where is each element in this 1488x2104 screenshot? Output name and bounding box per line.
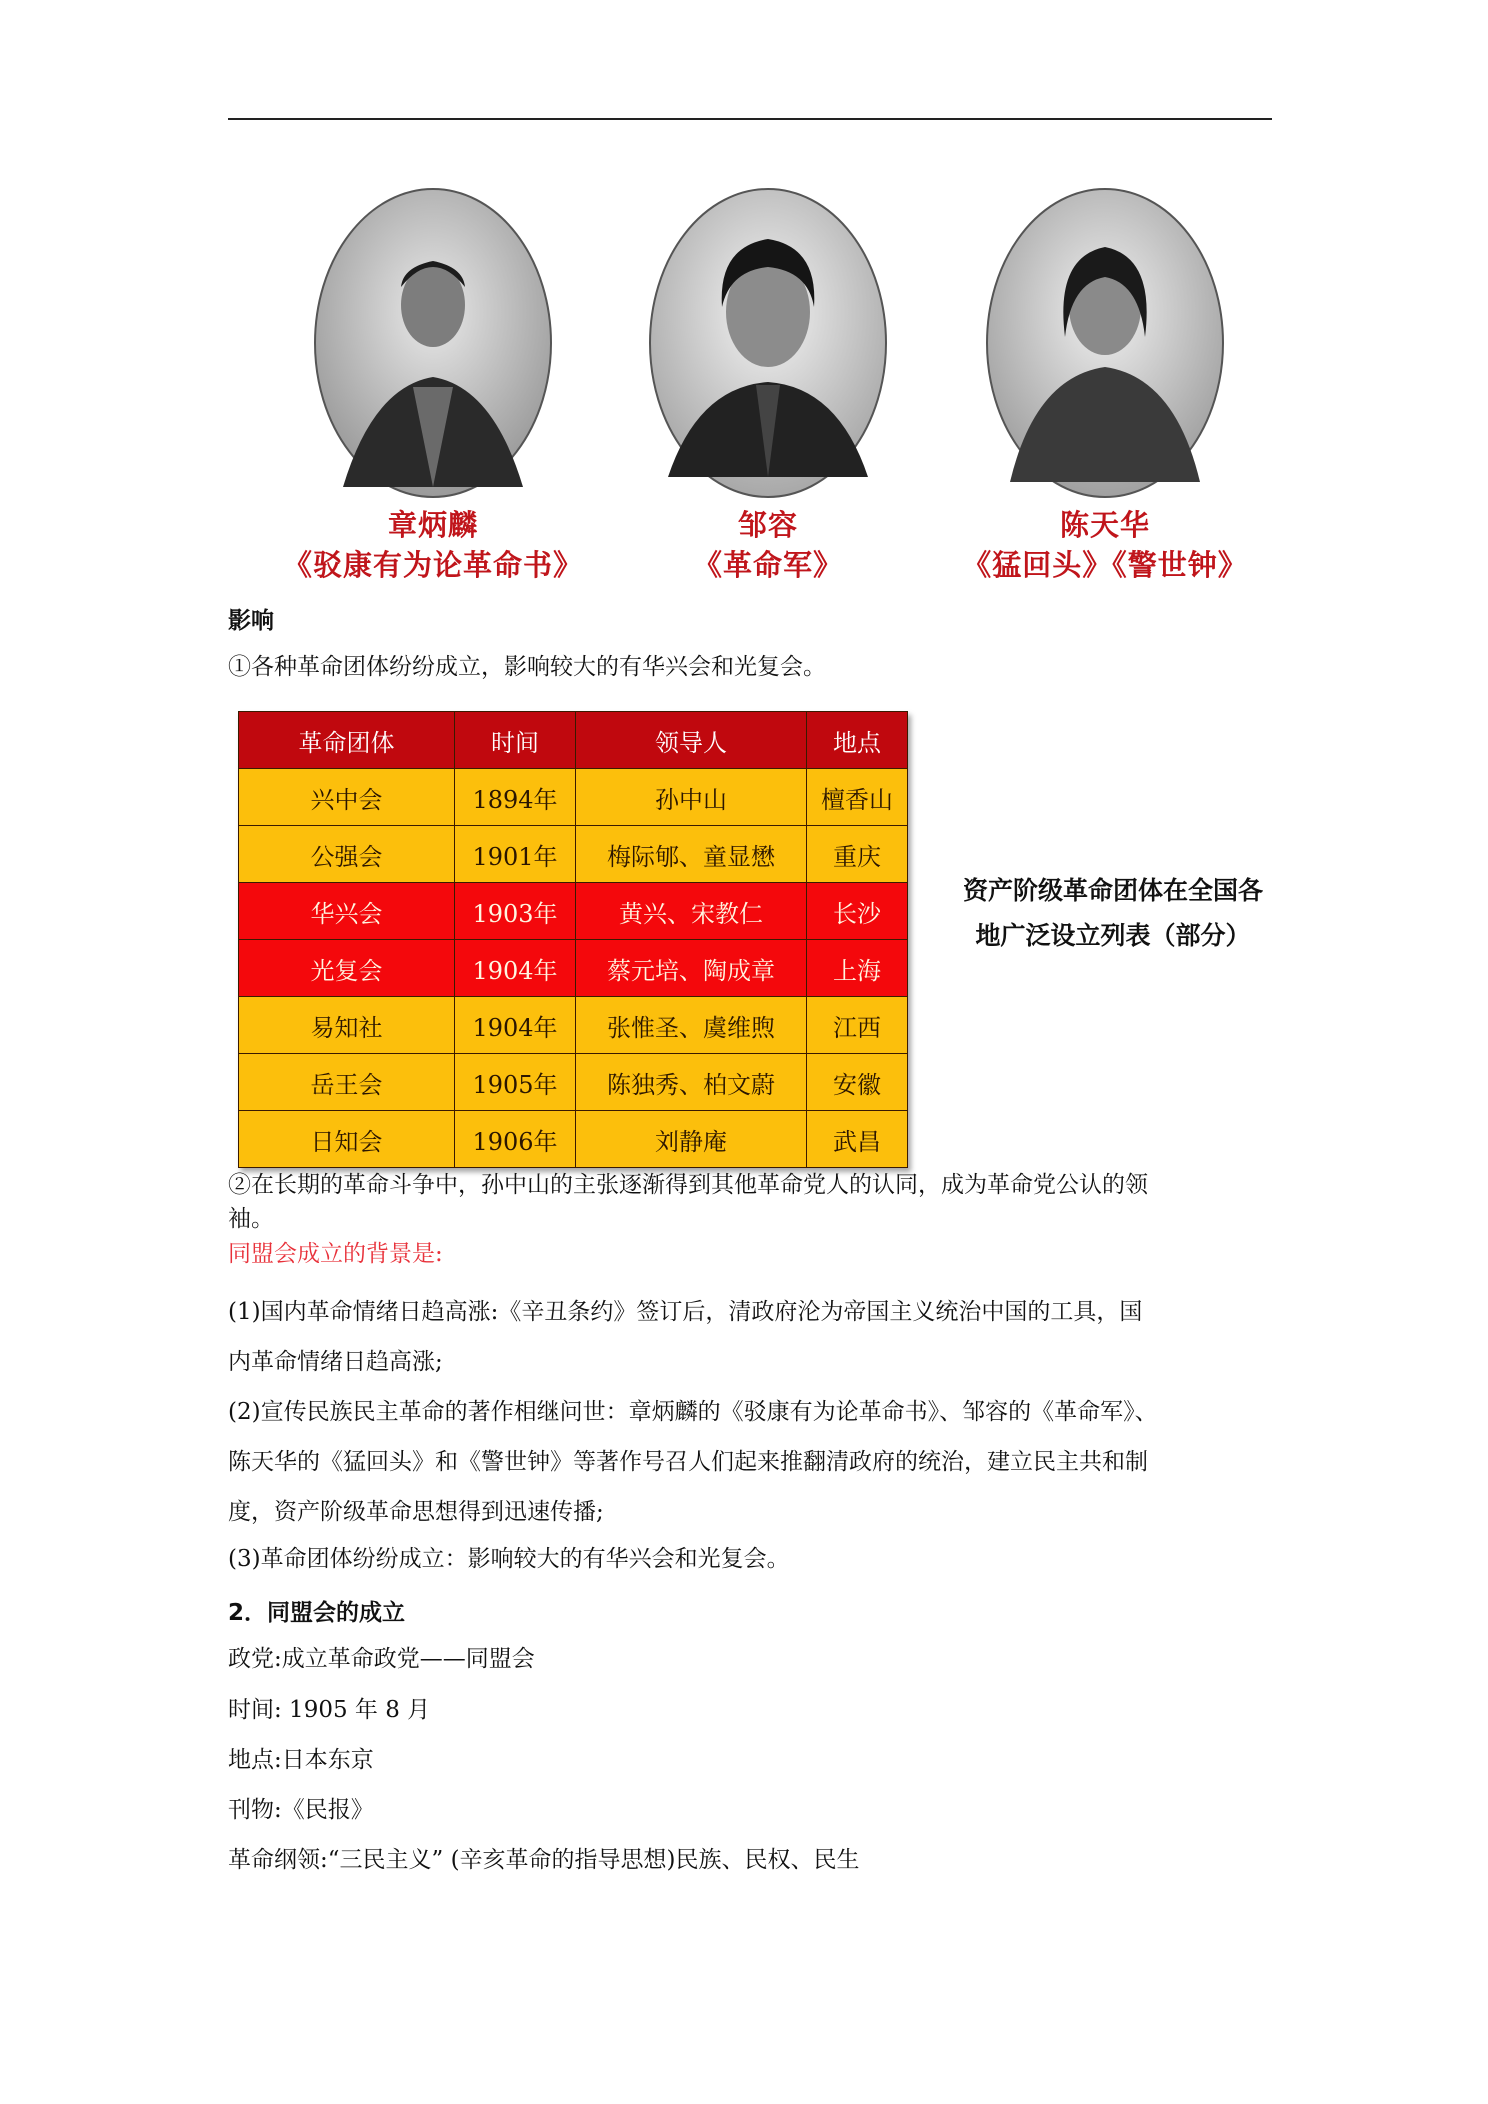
table-row bbox=[239, 769, 908, 826]
cell-group: 易知社 bbox=[239, 997, 455, 1054]
portrait-name: 章炳麟 bbox=[387, 508, 478, 542]
cell-leader: 梅际郇、童显懋 bbox=[576, 826, 807, 883]
cell-time: 1904年 bbox=[455, 940, 576, 997]
cell-time: 1903年 bbox=[455, 883, 576, 940]
cell-leader: 黄兴、宋教仁 bbox=[576, 883, 807, 940]
paragraph-line: (2)宣传民族民主革命的著作相继问世：章炳麟的《驳康有为论革命书》、邹容的《革命军》、 bbox=[228, 1399, 1158, 1425]
cell-place: 重庆 bbox=[807, 826, 908, 883]
table-caption-line-2: 地广泛设立列表（部分） bbox=[975, 921, 1251, 950]
background-item-2 bbox=[228, 1387, 1276, 1537]
section-2-heading: 2．同盟会的成立 bbox=[228, 1600, 406, 1626]
table-row bbox=[239, 883, 908, 940]
cell-place: 安徽 bbox=[807, 1054, 908, 1111]
cell-group: 岳王会 bbox=[239, 1054, 455, 1111]
cell-group: 公强会 bbox=[239, 826, 455, 883]
portrait-caption-1 bbox=[282, 505, 583, 585]
cell-leader: 蔡元培、陶成章 bbox=[576, 940, 807, 997]
background-heading: 同盟会成立的背景是: bbox=[228, 1241, 443, 1267]
influence-heading: 影响 bbox=[228, 608, 274, 634]
cell-leader: 张惟圣、虞维煦 bbox=[576, 997, 807, 1054]
cell-group: 华兴会 bbox=[239, 883, 455, 940]
cell-place: 江西 bbox=[807, 997, 908, 1054]
cell-time: 1901年 bbox=[455, 826, 576, 883]
header-time: 时间 bbox=[455, 712, 576, 769]
paragraph-line: ②在长期的革命斗争中，孙中山的主张逐渐得到其他革命党人的认同，成为革命党公认的领 bbox=[228, 1172, 1148, 1198]
cell-group: 光复会 bbox=[239, 940, 455, 997]
cell-place: 檀香山 bbox=[807, 769, 908, 826]
table-row bbox=[239, 1111, 908, 1168]
header-rule bbox=[228, 118, 1272, 120]
portrait-name: 陈天华 bbox=[1059, 508, 1150, 542]
portrait-work: 《革命军》 bbox=[692, 548, 843, 582]
table-header-row bbox=[239, 712, 908, 769]
cell-place: 上海 bbox=[807, 940, 908, 997]
table-caption-line-1: 资产阶级革命团体在全国各 bbox=[962, 876, 1263, 905]
cell-group: 日知会 bbox=[239, 1111, 455, 1168]
league-party: 政党:成立革命政党——同盟会 bbox=[228, 1646, 535, 1672]
cell-time: 1904年 bbox=[455, 997, 576, 1054]
header-place: 地点 bbox=[807, 712, 908, 769]
cell-group: 兴中会 bbox=[239, 769, 455, 826]
portrait-chen-tianhua bbox=[985, 187, 1225, 499]
influence-paragraph-1: ①各种革命团体纷纷成立，影响较大的有华兴会和光复会。 bbox=[228, 654, 826, 680]
paragraph-line: 度，资产阶级革命思想得到迅速传播; bbox=[228, 1499, 604, 1525]
paragraph-line: 袖。 bbox=[228, 1206, 274, 1232]
portrait-work: 《驳康有为论革命书》 bbox=[282, 548, 583, 582]
portrait-zou-rong bbox=[648, 187, 888, 499]
cell-time: 1905年 bbox=[455, 1054, 576, 1111]
cell-leader: 孙中山 bbox=[576, 769, 807, 826]
table-caption bbox=[948, 868, 1278, 958]
influence-paragraph-2 bbox=[228, 1168, 1276, 1236]
paragraph-line: (1)国内革命情绪日趋高涨:《辛丑条约》签订后，清政府沦为帝国主义统治中国的工具，国 bbox=[228, 1299, 1143, 1325]
portrait-name: 邹容 bbox=[737, 508, 798, 542]
revolutionary-groups-table bbox=[238, 711, 908, 1168]
portrait-work: 《猛回头》《警世钟》 bbox=[962, 548, 1248, 582]
table-row bbox=[239, 940, 908, 997]
league-time: 时间: 1905 年 8 月 bbox=[228, 1697, 431, 1723]
table-row bbox=[239, 826, 908, 883]
cell-time: 1894年 bbox=[455, 769, 576, 826]
cell-place: 武昌 bbox=[807, 1111, 908, 1168]
cell-leader: 陈独秀、柏文蔚 bbox=[576, 1054, 807, 1111]
header-group: 革命团体 bbox=[239, 712, 455, 769]
table-row bbox=[239, 1054, 908, 1111]
cell-time: 1906年 bbox=[455, 1111, 576, 1168]
background-item-1 bbox=[228, 1287, 1276, 1387]
league-program: 革命纲领:“三民主义” (辛亥革命的指导思想)民族、民权、民生 bbox=[228, 1847, 860, 1873]
cell-place: 长沙 bbox=[807, 883, 908, 940]
table-row bbox=[239, 997, 908, 1054]
background-item-3: (3)革命团体纷纷成立：影响较大的有华兴会和光复会。 bbox=[228, 1546, 790, 1572]
header-leader: 领导人 bbox=[576, 712, 807, 769]
paragraph-line: 内革命情绪日趋高涨; bbox=[228, 1349, 443, 1375]
portrait-zhang-binglin bbox=[313, 187, 553, 499]
league-place: 地点:日本东京 bbox=[228, 1747, 374, 1773]
league-journal: 刊物:《民报》 bbox=[228, 1797, 374, 1823]
paragraph-line: 陈天华的《猛回头》和《警世钟》等著作号召人们起来推翻清政府的统治，建立民主共和制 bbox=[228, 1449, 1148, 1475]
portrait-caption-3 bbox=[935, 505, 1275, 585]
portrait-caption-2 bbox=[648, 505, 888, 585]
cell-leader: 刘静庵 bbox=[576, 1111, 807, 1168]
